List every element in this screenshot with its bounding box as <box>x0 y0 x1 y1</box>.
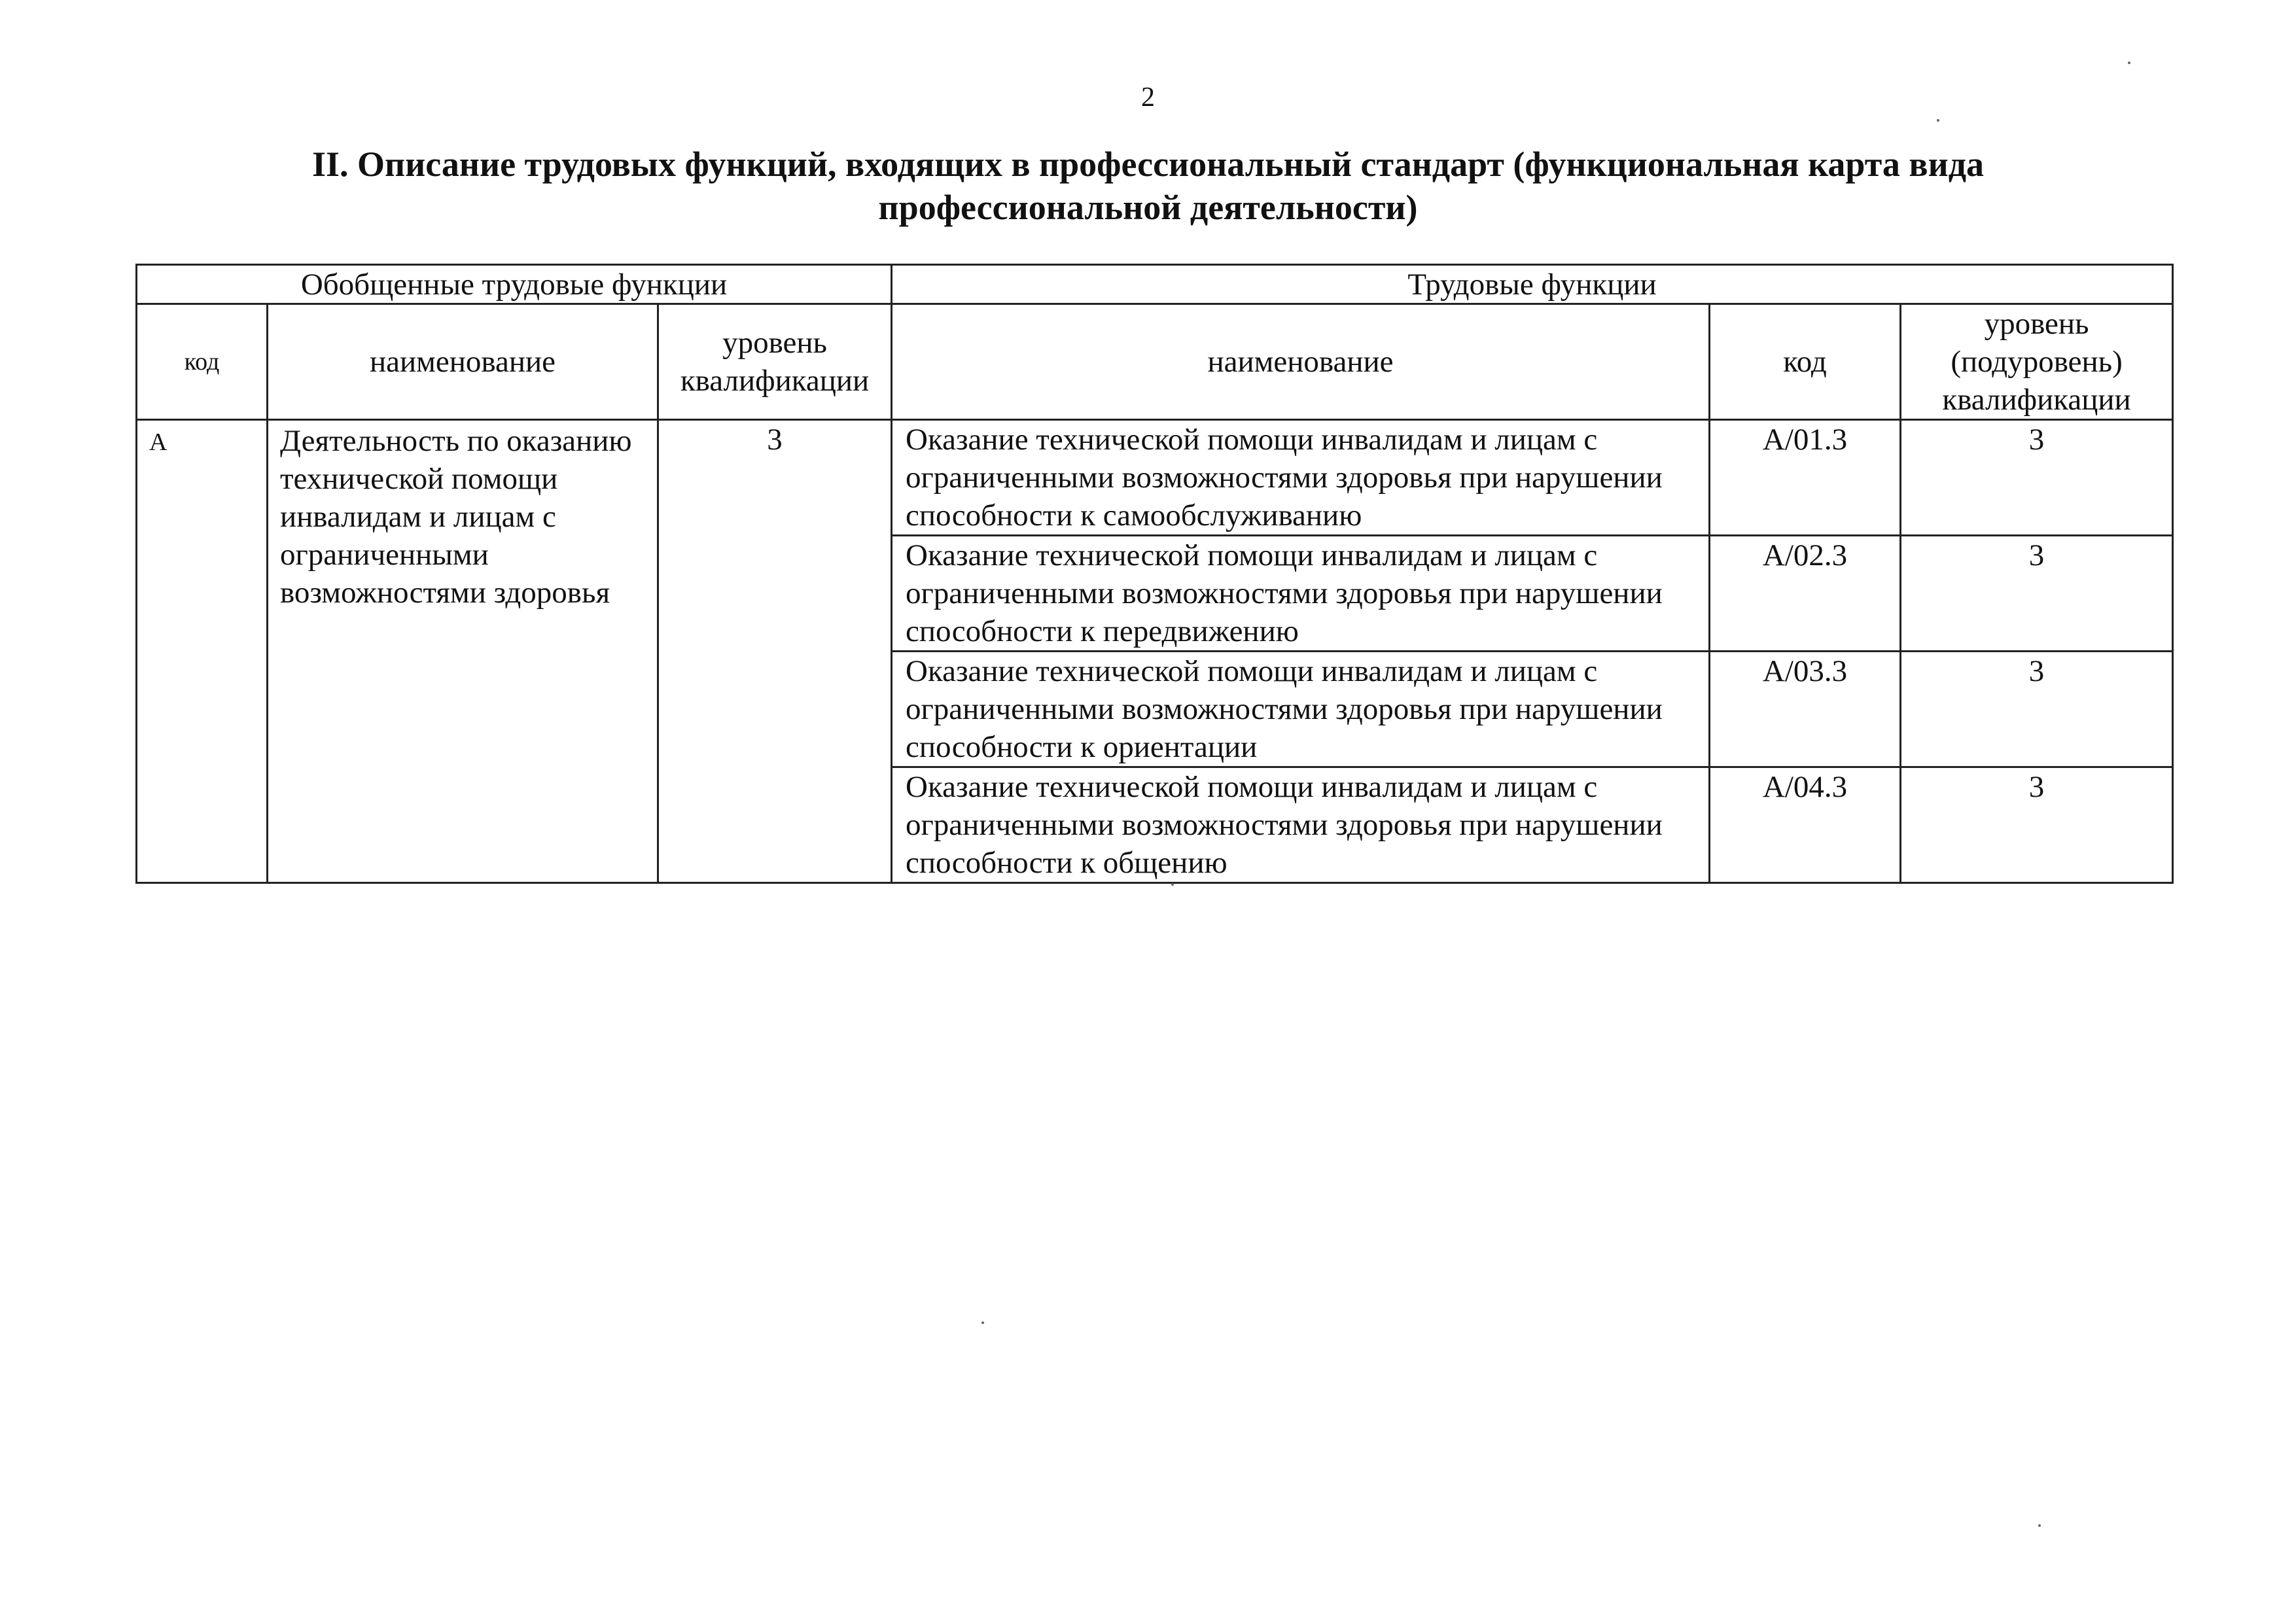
tf-level: 3 <box>1901 536 2173 652</box>
header-gen-level: уровень квалификации <box>658 304 892 420</box>
header-gen-name: наименование <box>268 304 658 420</box>
scan-speck <box>2128 61 2130 64</box>
page-number: 2 <box>1141 82 1155 113</box>
tf-level: 3 <box>1901 420 2173 536</box>
header-tf-level: уровень (подуровень) квалификации <box>1901 304 2173 420</box>
tf-code: A/04.3 <box>1710 767 1901 883</box>
scan-speck <box>2038 1524 2041 1527</box>
scan-speck <box>1937 119 1939 122</box>
header-tf-name: наименование <box>892 304 1710 420</box>
header-generalized-functions: Обобщенные трудовые функции <box>137 265 892 304</box>
tf-code: A/03.3 <box>1710 652 1901 767</box>
gen-function-code: A <box>137 420 268 883</box>
section-title-line-1: II. Описание трудовых функций, входящих в профессиональный стандарт (функциональная карта вида <box>311 145 1985 184</box>
tf-name: Оказание технической помощи инвалидам и лицам с ограниченными возможностями здоровья при нарушении способности к общению <box>892 767 1710 883</box>
section-title-line-2: профессиональной деятельности) <box>878 188 1418 227</box>
header-gen-code: код <box>137 304 268 420</box>
tf-name: Оказание технической помощи инвалидам и лицам с ограниченными возможностями здоровья при нарушении способности к передвижению <box>892 536 1710 652</box>
functional-map-table <box>135 264 2174 884</box>
tf-level: 3 <box>1901 652 2173 767</box>
column-header-row <box>137 304 2173 420</box>
tf-name: Оказание технической помощи инвалидам и лицам с ограниченными возможностями здоровья при нарушении способности к самообслуживанию <box>892 420 1710 536</box>
tf-code: A/01.3 <box>1710 420 1901 536</box>
header-tf-code: код <box>1710 304 1901 420</box>
header-labor-functions: Трудовые функции <box>892 265 2173 304</box>
tf-code: A/02.3 <box>1710 536 1901 652</box>
tf-level: 3 <box>1901 767 2173 883</box>
scan-speck <box>981 1321 984 1324</box>
tf-name: Оказание технической помощи инвалидам и лицам с ограниченными возможностями здоровья при нарушении способности к ориентации <box>892 652 1710 767</box>
scan-speck <box>1171 883 1174 886</box>
group-header-row <box>137 265 2173 304</box>
table-row <box>137 420 2173 536</box>
section-title <box>144 143 2152 229</box>
gen-function-level: 3 <box>658 420 892 883</box>
gen-function-name: Деятельность по оказанию технической помощи инвалидам и лицам с ограниченными возможностями здоровья <box>268 420 658 883</box>
